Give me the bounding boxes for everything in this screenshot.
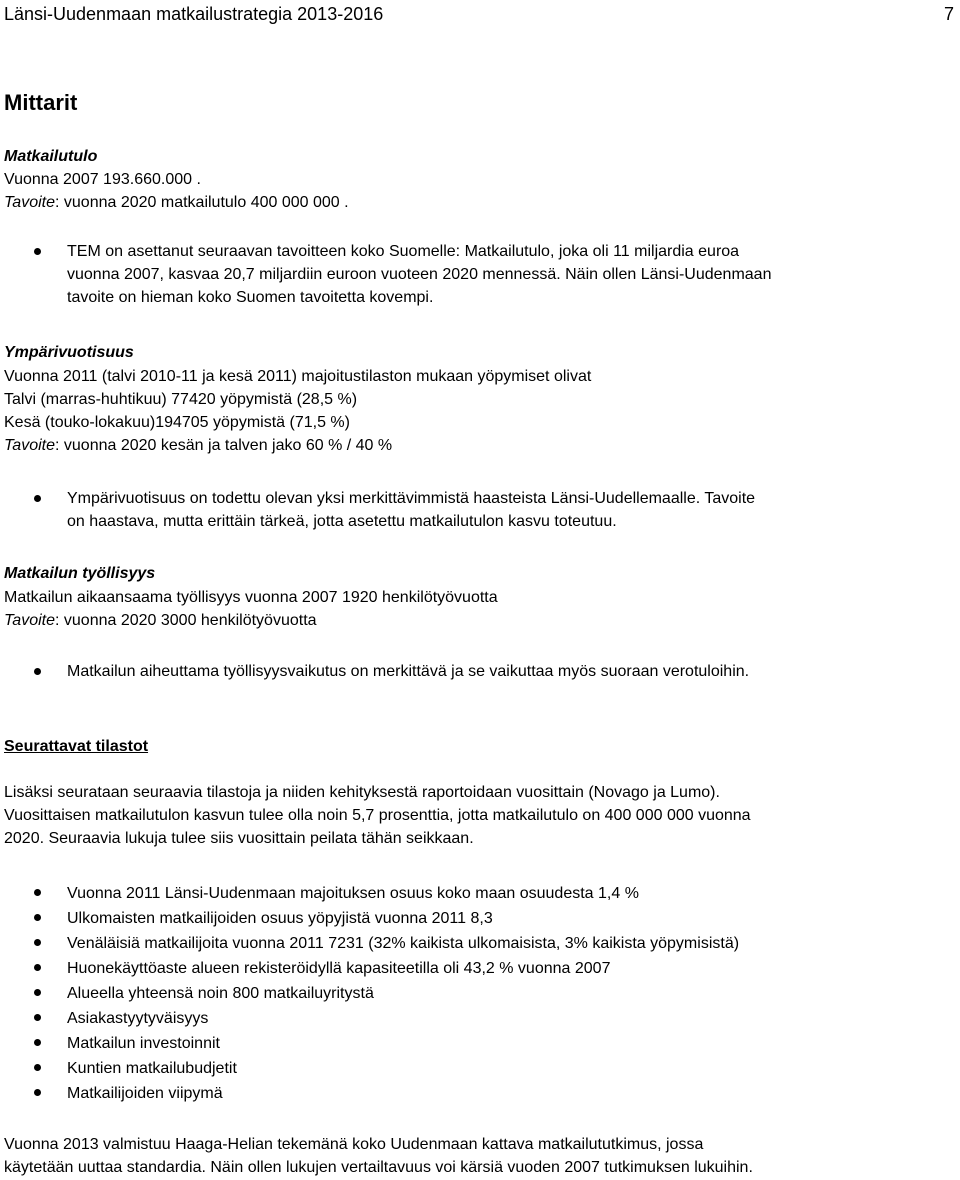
bullet-icon: [34, 1064, 41, 1071]
matkailutulo-bullet: [67, 240, 771, 309]
goal-label: Tavoite: [4, 612, 55, 629]
goal-label: Tavoite: [4, 194, 55, 211]
bullet-icon: [34, 1039, 41, 1046]
text-line: Vuonna 2013 valmistuu Haaga-Helian tekemänä koko Uudenmaan kattava matkailututkimus, jossa: [4, 1136, 704, 1153]
section-title-tyollisyys: Matkailun työllisyys: [4, 565, 156, 582]
section-title-ymparivuotisuus: Ympärivuotisuus: [4, 344, 134, 361]
bullet-icon: [34, 939, 41, 946]
goal-label: Tavoite: [4, 437, 55, 454]
goal-text: : vuonna 2020 kesän ja talven jako 60 % / 40 %: [55, 437, 393, 454]
text-line: 2020. Seuraavia lukuja tulee siis vuosittain peilata tähän seikkaan.: [4, 830, 474, 847]
list-item: Matkailun investoinnit: [67, 1035, 220, 1052]
closing-paragraph: [4, 1133, 753, 1179]
section-title-seurattavat: Seurattavat tilastot: [4, 738, 149, 755]
bullet-icon: [34, 914, 41, 921]
matkailutulo-goal: [4, 191, 349, 214]
text-line: Vuonna 2011 (talvi 2010-11 ja kesä 2011) majoitustilaston mukaan yöpymiset olivat: [4, 368, 592, 385]
ymparivuotisuus-bullet: [67, 487, 755, 533]
list-item: Alueella yhteensä noin 800 matkailuyritystä: [67, 985, 374, 1002]
bullet-icon: [34, 248, 41, 255]
bullet-line: vuonna 2007, kasvaa 20,7 miljardiin euroon vuoteen 2020 mennessä. Näin ollen Länsi-Uudenmaan: [67, 266, 772, 283]
bullet-icon: [34, 889, 41, 896]
goal-text: : vuonna 2020 matkailutulo 400 000 000 .: [55, 194, 349, 211]
bullet-icon: [34, 989, 41, 996]
section-title-matkailutulo: Matkailutulo: [4, 148, 98, 165]
goal-text: : vuonna 2020 3000 henkilötyövuotta: [55, 612, 317, 629]
seurattavat-paragraph: [4, 781, 751, 850]
text-line: käytetään uuttaa standardia. Näin ollen lukujen vertailtavuus voi kärsiä vuoden 2007 tutkimuksen lukuihin.: [4, 1159, 753, 1176]
list-item: Kuntien matkailubudjetit: [67, 1060, 237, 1077]
bullet-line: tavoite on hieman koko Suomen tavoitetta kovempi.: [67, 289, 434, 306]
bullet-icon: [34, 495, 41, 502]
list-item: Vuonna 2011 Länsi-Uudenmaan majoituksen osuus koko maan osuudesta 1,4 %: [67, 885, 639, 902]
page-number: 7: [944, 4, 955, 24]
text-line: Lisäksi seurataan seuraavia tilastoja ja niiden kehityksestä raportoidaan vuosittain (Novago ja Lumo).: [4, 784, 720, 801]
tyollisyys-2007: Matkailun aikaansaama työllisyys vuonna 2007 1920 henkilötyövuotta: [4, 589, 498, 606]
list-item: Venäläisiä matkailijoita vuonna 2011 7231 (32% kaikista ulkomaisista, 3% kaikista yöpymisistä): [67, 935, 740, 952]
ymparivuotisuus-text: [4, 365, 591, 457]
list-item: Ulkomaisten matkailijoiden osuus yöpyjistä vuonna 2011 8,3: [67, 910, 493, 927]
ymparivuotisuus-goal: [4, 434, 591, 457]
bullet-icon: [34, 1014, 41, 1021]
list-item: Asiakastyytyväisyys: [67, 1010, 209, 1027]
bullet-line: Ympärivuotisuus on todettu olevan yksi merkittävimmistä haasteista Länsi-Uudellemaalle. Tavoite: [67, 490, 756, 507]
bullet-icon: [34, 1089, 41, 1096]
matkailutulo-2007: Vuonna 2007 193.660.000 .: [4, 171, 201, 188]
tyollisyys-goal: [4, 609, 317, 632]
document-header-title: Länsi-Uudenmaan matkailustrategia 2013-2016: [4, 4, 384, 24]
page-title: Mittarit: [4, 90, 78, 115]
text-line: Kesä (touko-lokakuu)194705 yöpymistä (71,5 %): [4, 414, 350, 431]
bullet-icon: [34, 668, 41, 675]
text-line: Talvi (marras-huhtikuu) 77420 yöpymistä (28,5 %): [4, 391, 358, 408]
list-item: Matkailijoiden viipymä: [67, 1085, 223, 1102]
bullet-line: TEM on asettanut seuraavan tavoitteen koko Suomelle: Matkailutulo, joka oli 11 miljardia euroa: [67, 243, 740, 260]
tyollisyys-bullet: Matkailun aiheuttama työllisyysvaikutus on merkittävä ja se vaikuttaa myös suoraan verotuloihin.: [67, 663, 750, 680]
bullet-line: on haastava, mutta erittäin tärkeä, jotta asetettu matkailutulon kasvu toteutuu.: [67, 513, 617, 530]
text-line: Vuosittaisen matkailutulon kasvun tulee olla noin 5,7 prosenttia, jotta matkailutulo on 400 000 000 vuonna: [4, 807, 751, 824]
bullet-icon: [34, 964, 41, 971]
list-item: Huonekäyttöaste alueen rekisteröidyllä kapasiteetilla oli 43,2 % vuonna 2007: [67, 960, 611, 977]
statistics-list: [67, 881, 739, 1106]
